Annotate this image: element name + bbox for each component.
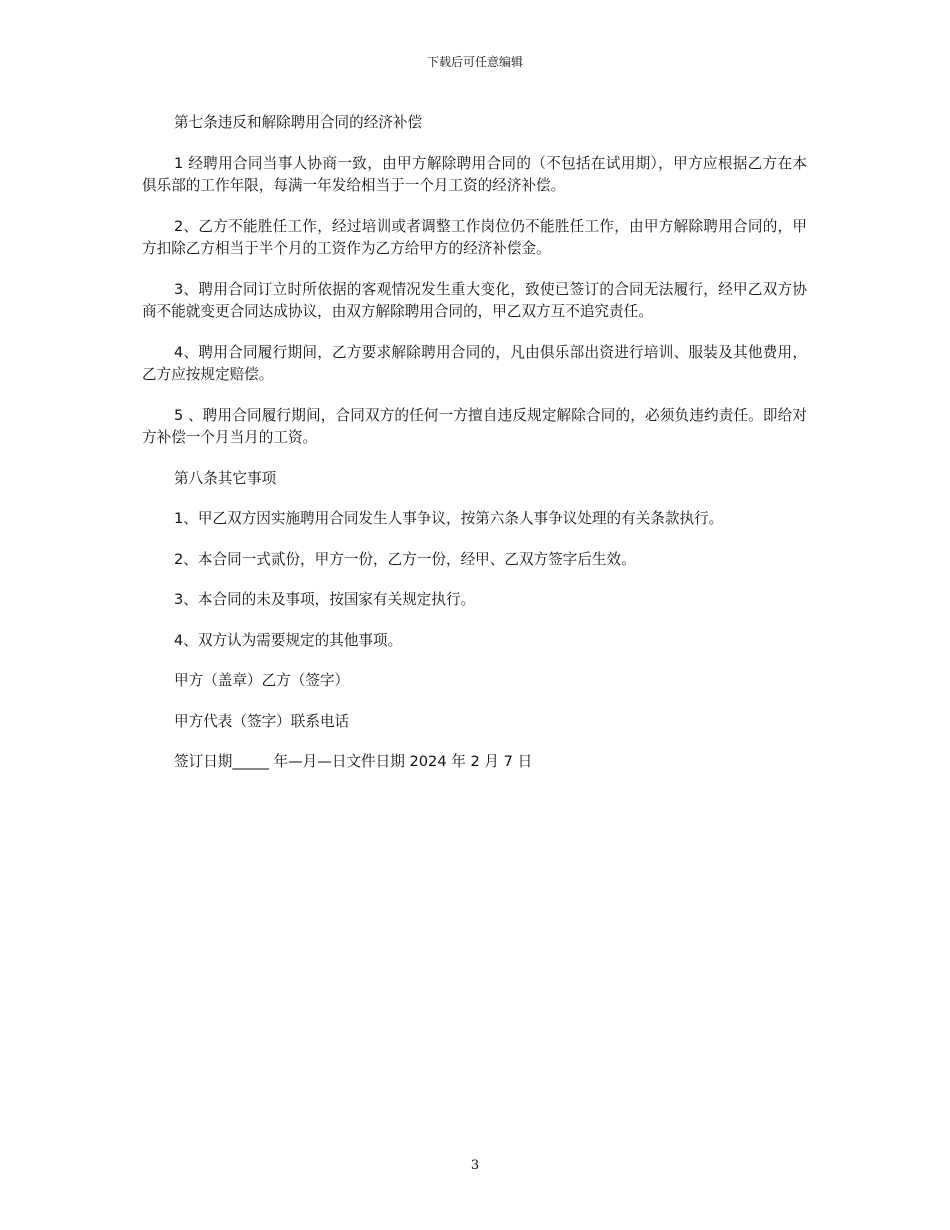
section-7-item-2: 2、乙方不能胜任工作，经过培训或者调整工作岗位仍不能胜任工作，由甲方解除聘用合同的，甲方扣除乙方相当于半个月的工资作为乙方给甲方的经济补偿金。 bbox=[142, 217, 807, 257]
signature-parties: 甲方（盖章）乙方（签字） bbox=[174, 672, 350, 689]
section-7-item-5: 5 、聘用合同履行期间，合同双方的任何一方擅自违反规定解除合同的，必须负违约责任。即给对方补偿一个月当月的工资。 bbox=[142, 406, 807, 446]
page-header: 下载后可任意编辑 bbox=[426, 55, 523, 69]
section-8-item-3: 3、本合同的未及事项，按国家有关规定执行。 bbox=[174, 591, 476, 608]
signature-representative: 甲方代表（签字）联系电话 bbox=[174, 712, 350, 730]
section-8-title: 第八条其它事项 bbox=[174, 469, 277, 487]
section-7-title: 第七条违反和解除聘用合同的经济补偿 bbox=[174, 114, 423, 131]
section-8-item-2: 2、本合同一式贰份，甲方一份，乙方一份，经甲、乙双方签字后生效。 bbox=[174, 550, 636, 568]
section-7-item-3: 3、聘用合同订立时所依据的客观情况发生重大变化，致使已签订的合同无法履行，经甲乙双方协商不能就变更合同达成协议，由双方解除聘用合同的，甲乙双方互不追究责任。 bbox=[142, 280, 807, 320]
page-number: 3 bbox=[470, 1158, 480, 1173]
document-body bbox=[142, 112, 807, 792]
section-8-item-1: 1、甲乙双方因实施聘用合同发生人事争议，按第六条人事争议处理的有关条款执行。 bbox=[174, 510, 724, 527]
section-7-item-1: 1 经聘用合同当事人协商一致，由甲方解除聘用合同的（不包括在试用期），甲方应根据乙方在本俱乐部的工作年限，每满一年发给相当于一个月工资的经济补偿。 bbox=[142, 154, 807, 194]
signature-date-line: 签订日期_____ 年—月—日文件日期 2024 年 2 月 7 日 bbox=[174, 753, 533, 770]
section-8-item-4: 4、双方认为需要规定的其他事项。 bbox=[174, 631, 403, 649]
section-7-item-4: 4、聘用合同履行期间，乙方要求解除聘用合同的，凡由俱乐部出资进行培训、服装及其他费用，乙方应按规定赔偿。 bbox=[142, 343, 807, 383]
